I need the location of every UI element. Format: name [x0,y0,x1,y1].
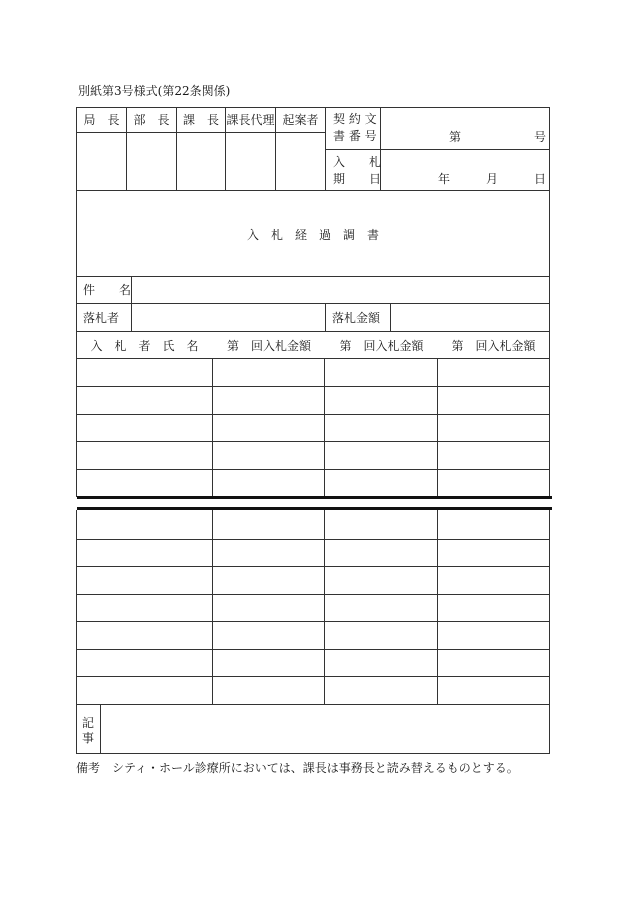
bid-table-header-bidder: 入 札 者 氏 名 [90,339,199,353]
contract-no-label-1: 契 約 文 [333,112,377,126]
bid-table-header-round-2: 第 回入札金額 [339,339,424,353]
approval-kacho-dairi: 課長代理 [226,113,275,127]
form-caption: 別紙第3号様式(第22条関係) [78,84,231,98]
winner-label: 落札者 [83,311,120,325]
approval-kacho: 課 長 [182,113,219,127]
bid-date-label-2: 期 日 [333,172,382,186]
contract-no-label-2: 書 番 号 [333,129,377,143]
bid-table-header-round-3: 第 回入札金額 [451,339,536,353]
bid-date-year: 年 [438,172,451,186]
bid-date-label-1: 入 札 [333,155,382,169]
subject-label: 件 名 [83,283,132,297]
document-title: 入 札 経 過 調 書 [246,228,379,242]
approval-bucho: 部 長 [133,113,170,127]
table-break-top [77,496,552,499]
approval-kiansha: 起案者 [282,113,319,127]
contract-no-dai: 第 [449,130,462,144]
approval-kyokucho: 局 長 [83,113,120,127]
table-break-bottom [77,507,552,510]
winning-amount-label: 落札金額 [332,311,381,325]
remarks-label: 記 事 [81,716,94,745]
bid-table-header-round-1: 第 回入札金額 [226,339,311,353]
contract-no-go: 号 [534,130,547,144]
bid-date-month: 月 [486,172,499,186]
note: 備考 シティ・ホール診療所においては、課長は事務長と読み替えるものとする。 [76,761,519,775]
bid-date-day: 日 [534,172,547,186]
